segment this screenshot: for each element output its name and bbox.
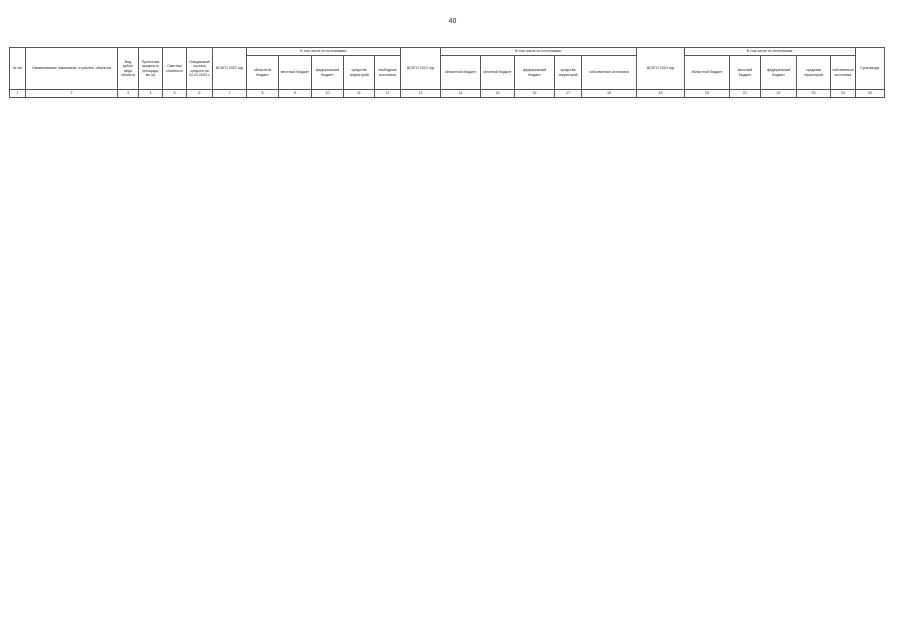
column-number: 18	[582, 90, 637, 98]
header-federal: федеральный бюджет	[761, 56, 797, 90]
header-incl-2023: В том числе по источникам:	[441, 48, 637, 56]
column-number: 21	[730, 90, 761, 98]
header-regional: областной бюджет	[247, 56, 279, 90]
column-number: 8	[247, 90, 279, 98]
header-own: собственные источники	[831, 56, 856, 90]
column-number: 23	[797, 90, 831, 98]
header-cost: Сметная стоимость	[163, 48, 187, 90]
header-capacity: Проектная мощность (площадь, кв. м)	[139, 48, 163, 90]
header-regional: областной бюджет	[441, 56, 481, 90]
column-number: 17	[555, 90, 582, 98]
column-number: 5	[163, 90, 187, 98]
header-own: собственные источники	[582, 56, 637, 90]
column-number: 10	[312, 90, 344, 98]
header-expected: Ожидаемый остаток средств на 01.01.2023 г.	[187, 48, 213, 90]
column-number: 6	[187, 90, 213, 98]
header-local: местный бюджет	[279, 56, 312, 90]
header-incl-2022: В том числе по источникам:	[247, 48, 401, 56]
page-number: 40	[448, 18, 457, 25]
column-number: 4	[139, 90, 163, 98]
column-number: 16	[515, 90, 555, 98]
column-number: 24	[831, 90, 856, 98]
header-regional: областной бюджет	[685, 56, 730, 90]
column-number: 2	[26, 90, 118, 98]
capital-investment-table	[9, 47, 885, 98]
header-local: местный бюджет	[481, 56, 515, 90]
column-number: 7	[213, 90, 247, 98]
header-territory: средства территорий	[344, 56, 375, 90]
column-number: 9	[279, 90, 312, 98]
column-number: 11	[344, 90, 375, 98]
column-number-row	[10, 90, 885, 98]
table-body	[10, 90, 885, 98]
header-territory: средства территорий	[555, 56, 582, 90]
header-incl-2024: В том числе по источникам:	[685, 48, 856, 56]
header-territory: средства территорий	[797, 56, 831, 90]
header-free: свободные источники	[375, 56, 401, 90]
header-row-no: № п/п	[10, 48, 26, 90]
column-number: 19	[637, 90, 685, 98]
column-number: 15	[481, 90, 515, 98]
header-local: местный бюджет	[730, 56, 761, 90]
header-federal: федеральный бюджет	[515, 56, 555, 90]
column-number: 12	[375, 90, 401, 98]
column-number: 1	[10, 90, 26, 98]
header-total-2024: ВСЕГО 2024 год	[637, 48, 685, 90]
column-number: 25	[855, 90, 884, 98]
header-federal: федеральный бюджет	[312, 56, 344, 90]
column-number: 20	[685, 90, 730, 98]
header-kind: Вид работ/ вида объекта	[118, 48, 139, 90]
column-number: 14	[441, 90, 481, 98]
column-number: 22	[761, 90, 797, 98]
header-total-2023: ВСЕГО 2023 год	[401, 48, 441, 90]
column-number: 13	[401, 90, 441, 98]
column-number: 3	[118, 90, 139, 98]
header-name: Наименование заказчиков, отраслей, объектов	[26, 48, 118, 90]
header-term: Срок ввода	[855, 48, 884, 90]
header-total-2022: ВСЕГО 2022 год	[213, 48, 247, 90]
